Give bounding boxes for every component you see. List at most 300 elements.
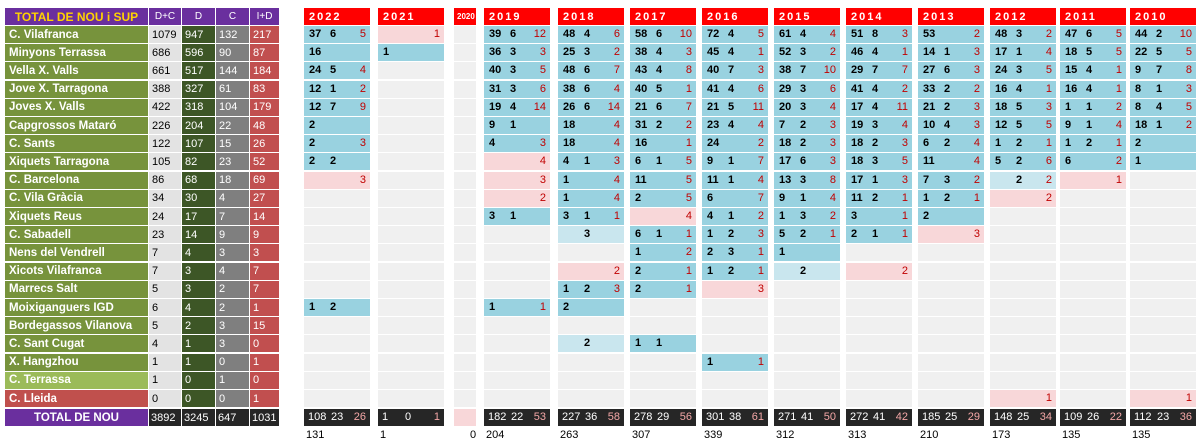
year-cell: [484, 226, 550, 243]
team-c-value: 132: [216, 26, 249, 43]
team-name: Xiquets Tarragona: [5, 153, 148, 170]
year-cell: [774, 190, 840, 207]
cell-c-value: 2: [330, 301, 337, 313]
cell-i-value: 1: [539, 301, 546, 313]
cell-d-value: 13: [779, 173, 792, 186]
year-cell: [304, 135, 370, 152]
year-cell: [630, 390, 696, 407]
year-cell: [918, 390, 984, 407]
year-header: 2019: [484, 8, 550, 25]
cell-i-value: 1: [1185, 392, 1192, 404]
cell-d-value: 3: [851, 210, 858, 222]
cell-d-value: 12: [995, 119, 1008, 131]
team-c-value: 2: [216, 299, 249, 316]
year-cell: [702, 44, 768, 61]
year-cell: [558, 335, 624, 352]
team-dc-value: 6: [149, 299, 181, 316]
year-cell: [990, 299, 1056, 316]
cell-i-value: 1: [901, 228, 908, 241]
year-cell: [1060, 244, 1126, 261]
year-cell: [484, 153, 550, 170]
cell-d-value: 47: [1065, 28, 1078, 40]
cell-c-value: 3: [872, 155, 879, 168]
year-cell: [378, 390, 444, 407]
cell-c-value: 5: [1016, 100, 1023, 113]
year-cell: [918, 153, 984, 170]
year-cell: [846, 281, 912, 298]
year-cell: [304, 317, 370, 334]
cell-c-value: 2: [728, 228, 735, 241]
year-cell: [484, 244, 550, 261]
team-c-value: 90: [216, 44, 249, 61]
year-cell: [304, 208, 370, 225]
cell-i-value: 5: [1115, 28, 1122, 40]
cell-c-value: 2: [1016, 155, 1023, 168]
cell-d-value: 2: [309, 119, 316, 131]
year-cell: [484, 44, 550, 61]
cell-d-value: 6: [635, 155, 642, 168]
year-cell: [454, 263, 476, 280]
year-cell: [774, 317, 840, 334]
cell-c-value: 1: [728, 155, 735, 168]
year-cell: [846, 44, 912, 61]
cell-i-value: 3: [973, 228, 980, 241]
year-cell: [378, 172, 444, 189]
year-cell: [304, 62, 370, 79]
cell-i-value: 3: [685, 46, 692, 59]
cell-c-value: 4: [800, 28, 807, 40]
year-cell: [918, 244, 984, 261]
total-dc-value: 3892: [149, 409, 181, 426]
cell-c-value: 4: [510, 100, 517, 113]
cell-c-value: 4: [656, 46, 663, 59]
cell-c-value: 3: [728, 246, 735, 259]
year-cell: [1130, 263, 1196, 280]
year-cell: [454, 172, 476, 189]
column-header: C: [216, 8, 249, 25]
cell-i-value: 1: [433, 28, 440, 40]
year-cell: [846, 81, 912, 98]
year-cell: [630, 317, 696, 334]
cell-i-value: 5: [359, 28, 366, 40]
year-header: 2012: [990, 8, 1056, 25]
cell-d-value: 18: [995, 100, 1008, 113]
year-cell: [990, 62, 1056, 79]
cell-d-value: 19: [489, 100, 502, 113]
total-c-value: 29: [657, 411, 670, 424]
cell-c-value: 2: [872, 191, 879, 204]
cell-c-value: 1: [872, 228, 879, 241]
total-d-value: 1: [382, 411, 389, 424]
cell-c-value: 1: [1016, 46, 1023, 59]
cell-d-value: 8: [1135, 82, 1142, 95]
total-i-value: 29: [967, 411, 980, 424]
cell-d-value: 6: [635, 228, 642, 241]
year-cell: [990, 172, 1056, 189]
cell-i-value: 5: [539, 64, 546, 77]
year-cell: [846, 372, 912, 389]
cell-d-value: 2: [309, 137, 316, 150]
cell-i-value: 1: [685, 137, 692, 150]
team-c-value: 0: [216, 390, 249, 407]
cell-d-value: 8: [1135, 100, 1142, 113]
cell-d-value: 1: [635, 337, 642, 350]
cell-c-value: 1: [728, 173, 735, 186]
year-cell: [846, 172, 912, 189]
cell-c-value: 4: [728, 28, 735, 40]
team-dc-value: 34: [149, 190, 181, 207]
year-total: [990, 409, 1056, 426]
cell-d-value: 16: [635, 137, 648, 150]
year-cell: [378, 208, 444, 225]
year-cell: [454, 226, 476, 243]
year-header: 2022: [304, 8, 370, 25]
year-cell: [484, 390, 550, 407]
column-header: D+C: [149, 8, 181, 25]
year-cell: [1130, 190, 1196, 207]
team-id-value: 87: [250, 44, 279, 61]
team-c-value: 9: [216, 226, 249, 243]
team-c-value: 7: [216, 208, 249, 225]
cell-d-value: 51: [851, 28, 864, 40]
team-dc-value: 122: [149, 135, 181, 152]
cell-d-value: 22: [1135, 46, 1148, 59]
team-d-value: 17: [182, 208, 215, 225]
year-cell: [1060, 335, 1126, 352]
total-i-value: 56: [679, 411, 692, 424]
cell-c-value: 3: [584, 228, 591, 241]
year-header: 2018: [558, 8, 624, 25]
team-name: Jove X. Tarragona: [5, 81, 148, 98]
year-cell: [630, 135, 696, 152]
year-cell: [304, 99, 370, 116]
cell-i-value: 3: [359, 173, 366, 186]
year-cell: [558, 117, 624, 134]
year-cell: [774, 62, 840, 79]
cell-i-value: 4: [757, 119, 764, 131]
cell-d-value: 9: [707, 155, 714, 168]
year-cell: [630, 99, 696, 116]
year-cell: [1060, 62, 1126, 79]
cell-c-value: 2: [944, 82, 951, 95]
team-name: Moixiganguers IGD: [5, 299, 148, 316]
cell-i-value: 2: [1115, 100, 1122, 113]
cell-c-value: 4: [1086, 82, 1093, 95]
cell-c-value: 2: [800, 228, 807, 241]
cell-c-value: 3: [800, 210, 807, 222]
year-cell: [630, 208, 696, 225]
year-cell: [1060, 226, 1126, 243]
year-cell: [1130, 299, 1196, 316]
cell-i-value: 1: [1115, 137, 1122, 150]
year-cell: [1060, 208, 1126, 225]
cell-i-value: 2: [973, 82, 980, 95]
year-total: [484, 409, 550, 426]
year-cell: [846, 335, 912, 352]
year-cell: [702, 117, 768, 134]
year-cell: [1060, 263, 1126, 280]
team-id-value: 0: [250, 372, 279, 389]
year-cell: [990, 208, 1056, 225]
year-cell: [1060, 299, 1126, 316]
year-cell: [846, 263, 912, 280]
year-cell: [702, 299, 768, 316]
team-d-value: 204: [182, 117, 215, 134]
cell-i-value: 4: [539, 155, 546, 168]
cell-d-value: 38: [779, 64, 792, 77]
cell-c-value: 1: [800, 191, 807, 204]
cell-i-value: 8: [1185, 64, 1192, 77]
year-total: [774, 409, 840, 426]
year-cell: [1060, 172, 1126, 189]
cell-i-value: 3: [757, 282, 764, 295]
year-cell: [558, 208, 624, 225]
cell-d-value: 16: [1065, 82, 1078, 95]
cell-d-value: 21: [923, 100, 936, 113]
cell-d-value: 29: [779, 82, 792, 95]
cell-d-value: 5: [779, 228, 786, 241]
year-total: [918, 409, 984, 426]
team-name: Bordegassos Vilanova: [5, 317, 148, 334]
year-cell: [378, 335, 444, 352]
team-dc-value: 24: [149, 208, 181, 225]
cell-d-value: 17: [851, 173, 864, 186]
year-cell: [454, 117, 476, 134]
cell-c-value: 2: [800, 137, 807, 150]
cell-d-value: 19: [851, 119, 864, 131]
team-d-value: 30: [182, 190, 215, 207]
cell-d-value: 38: [563, 82, 576, 95]
total-d-value: 108: [308, 411, 327, 424]
cell-d-value: 1: [707, 355, 714, 368]
total-d-value: 227: [562, 411, 581, 424]
total-c-value: 38: [729, 411, 742, 424]
cell-d-value: 1: [995, 137, 1002, 150]
year-cell: [558, 372, 624, 389]
year-cell: [484, 281, 550, 298]
cell-d-value: 1: [309, 301, 316, 313]
year-cell: [990, 44, 1056, 61]
year-cell: [990, 135, 1056, 152]
team-c-value: 3: [216, 317, 249, 334]
team-name: Vella X. Valls: [5, 62, 148, 79]
year-cell: [990, 153, 1056, 170]
cell-i-value: 2: [1045, 191, 1052, 204]
cell-i-value: 2: [685, 246, 692, 259]
cell-i-value: 1: [613, 210, 620, 222]
team-d-value: 2: [182, 317, 215, 334]
team-c-value: 4: [216, 263, 249, 280]
year-cell: [990, 372, 1056, 389]
year-cell: [484, 263, 550, 280]
cell-c-value: 1: [1086, 119, 1093, 131]
year-cell: [918, 226, 984, 243]
year-cell: [1060, 99, 1126, 116]
year-cell: [304, 117, 370, 134]
cell-i-value: 2: [829, 210, 836, 222]
cell-d-value: 6: [707, 191, 714, 204]
cell-i-value: 10: [1179, 28, 1192, 40]
cell-c-value: 1: [656, 337, 663, 350]
cell-i-value: 2: [757, 137, 764, 150]
year-cell: [378, 281, 444, 298]
cell-d-value: 48: [995, 28, 1008, 40]
team-id-value: 7: [250, 263, 279, 280]
year-cell: [1060, 190, 1126, 207]
cell-d-value: 18: [1065, 46, 1078, 59]
year-cell: [454, 372, 476, 389]
cell-c-value: 2: [1016, 173, 1023, 186]
team-d-value: 517: [182, 62, 215, 79]
cell-c-value: 2: [944, 100, 951, 113]
team-c-value: 104: [216, 99, 249, 116]
cell-d-value: 41: [851, 82, 864, 95]
year-cell: [454, 26, 476, 43]
year-cell: [774, 335, 840, 352]
team-dc-value: 5: [149, 281, 181, 298]
year-cell: [630, 244, 696, 261]
total-d-value: 271: [778, 411, 797, 424]
year-cell: [774, 153, 840, 170]
year-cell: [918, 281, 984, 298]
year-header: 2015: [774, 8, 840, 25]
year-cell: [702, 317, 768, 334]
cell-c-value: 6: [944, 64, 951, 77]
cell-d-value: 3: [563, 210, 570, 222]
year-cell: [304, 244, 370, 261]
year-cell: [484, 372, 550, 389]
cell-d-value: 1: [779, 210, 786, 222]
team-d-value: 107: [182, 135, 215, 152]
year-cell: [990, 263, 1056, 280]
cell-i-value: 11: [896, 100, 908, 113]
year-cell: [558, 81, 624, 98]
cell-i-value: 1: [757, 264, 764, 277]
cell-d-value: 31: [489, 82, 502, 95]
cell-i-value: 3: [829, 155, 836, 168]
team-id-value: 179: [250, 99, 279, 116]
year-cell: [1060, 354, 1126, 371]
cell-d-value: 40: [635, 82, 648, 95]
cell-i-value: 7: [901, 64, 908, 77]
year-cell: [558, 263, 624, 280]
total-d-value: 109: [1064, 411, 1083, 424]
team-d-value: 318: [182, 99, 215, 116]
year-cell: [774, 263, 840, 280]
year-cell: [702, 62, 768, 79]
cell-d-value: 33: [923, 82, 936, 95]
year-cell: [774, 281, 840, 298]
year-cell: [1060, 317, 1126, 334]
team-d-value: 947: [182, 26, 215, 43]
year-cell: [454, 244, 476, 261]
cell-c-value: 2: [800, 119, 807, 131]
cell-d-value: 29: [851, 64, 864, 77]
cell-c-value: 4: [728, 82, 735, 95]
total-d-value: 278: [634, 411, 653, 424]
team-d-value: 0: [182, 390, 215, 407]
team-d-value: 4: [182, 244, 215, 261]
year-total: [304, 409, 370, 426]
cell-i-value: 6: [757, 82, 764, 95]
year-cell: [918, 208, 984, 225]
cell-d-value: 1: [563, 282, 570, 295]
year-cell: [1130, 117, 1196, 134]
year-cell: [990, 354, 1056, 371]
cell-i-value: 1: [829, 228, 836, 241]
year-total: [454, 409, 476, 426]
year-cell: [1130, 99, 1196, 116]
cell-d-value: 4: [707, 210, 714, 222]
cell-c-value: 7: [1156, 64, 1163, 77]
cell-i-value: 1: [1115, 173, 1122, 186]
cell-c-value: 6: [1086, 28, 1093, 40]
year-cell: [378, 135, 444, 152]
year-cell: [378, 226, 444, 243]
cell-i-value: 1: [1115, 64, 1122, 77]
team-id-value: 0: [250, 335, 279, 352]
cell-d-value: 11: [635, 173, 647, 186]
year-cell: [630, 226, 696, 243]
year-cell: [454, 135, 476, 152]
cell-d-value: 12: [309, 100, 322, 113]
cell-c-value: 3: [800, 173, 807, 186]
cell-d-value: 18: [563, 137, 576, 150]
cell-i-value: 2: [973, 173, 980, 186]
year-sum: 312: [776, 429, 795, 442]
cell-i-value: 8: [685, 64, 692, 77]
cell-d-value: 11: [923, 155, 935, 168]
team-dc-value: 4: [149, 335, 181, 352]
cell-c-value: 1: [944, 46, 951, 59]
year-cell: [378, 153, 444, 170]
cell-d-value: 21: [635, 100, 648, 113]
cell-c-value: 5: [1156, 46, 1163, 59]
total-d-value: 112: [1134, 411, 1152, 424]
year-cell: [1130, 317, 1196, 334]
year-cell: [378, 299, 444, 316]
year-header: 2020: [454, 8, 476, 25]
year-cell: [774, 117, 840, 134]
team-c-value: 4: [216, 190, 249, 207]
cell-i-value: 10: [823, 64, 836, 77]
cell-i-value: 10: [679, 28, 692, 40]
cell-d-value: 9: [489, 119, 496, 131]
team-id-value: 1: [250, 299, 279, 316]
year-cell: [990, 117, 1056, 134]
year-cell: [454, 190, 476, 207]
year-cell: [918, 81, 984, 98]
team-name: C. Sants: [5, 135, 148, 152]
cell-d-value: 38: [635, 46, 648, 59]
cell-i-value: 2: [1115, 155, 1122, 168]
year-cell: [774, 99, 840, 116]
year-cell: [774, 81, 840, 98]
year-total: [558, 409, 624, 426]
total-d-value: 148: [994, 411, 1013, 424]
year-cell: [630, 62, 696, 79]
total-c-value: 23: [1157, 411, 1170, 424]
cell-i-value: 4: [685, 210, 692, 222]
year-cell: [1130, 135, 1196, 152]
cell-i-value: 3: [973, 64, 980, 77]
cell-c-value: 2: [944, 137, 951, 150]
cell-d-value: 5: [995, 155, 1002, 168]
cell-i-value: 2: [539, 191, 546, 204]
cell-c-value: 2: [656, 119, 663, 131]
year-cell: [990, 226, 1056, 243]
year-cell: [378, 99, 444, 116]
